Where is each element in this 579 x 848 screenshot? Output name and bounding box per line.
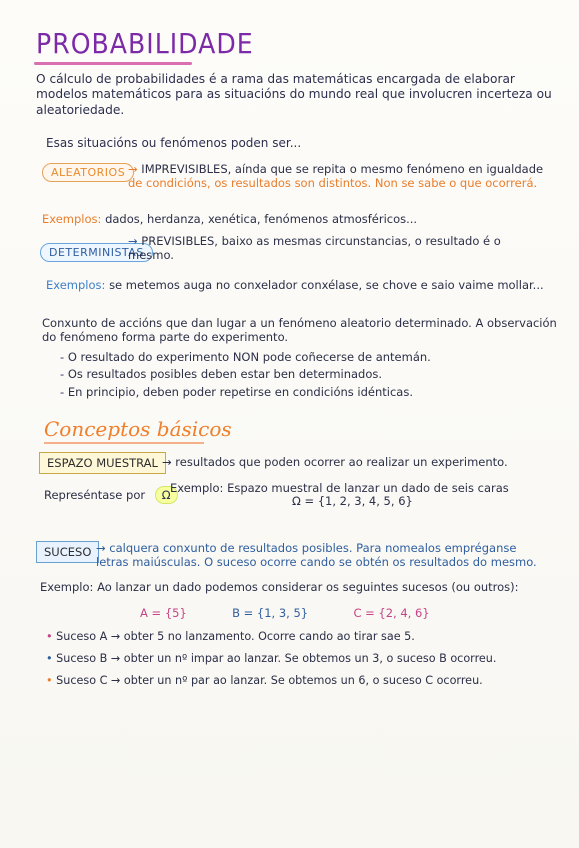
event-bullet-a-text: Suceso A → obter 5 no lanzamento. Ocorre cando ao tirar sae 5. — [56, 630, 415, 643]
event-example-text: Ao lanzar un dado podemos considerar os seguintes sucesos (ou outros): — [97, 580, 519, 594]
sample-space-represent-label: Represéntase por — [44, 488, 146, 502]
sample-space-description: → resultados que poden ocorrer ao realizar un experimento. — [162, 455, 508, 469]
page-title: PROBABILIDADE — [36, 27, 254, 60]
deterministas-examples-text: se metemos auga no conxelador conxélase, se chove e saio vaime mollar... — [109, 278, 544, 292]
aleatorios-arrow: → — [128, 162, 138, 176]
concepts-title: Conceptos básicos — [44, 417, 232, 441]
experiment-line2: do fenómeno forma parte do experimento. — [42, 330, 289, 345]
experiment-bullet-3: - En principio, deben poder repetirse en condicións idénticas. — [60, 384, 431, 401]
aleatorios-definition — [128, 162, 548, 191]
event-bullet-b: • Suceso B → obter un nº impar ao lanzar. Se obtemos un 3, o suceso B ocorreu. — [46, 652, 497, 665]
deterministas-definition — [128, 234, 548, 263]
experiment-bullet-2: - Os resultados posibles deben estar ben determinados. — [60, 366, 431, 383]
experiment-definition — [42, 316, 562, 345]
event-definition — [96, 541, 556, 570]
title-underline — [34, 62, 192, 65]
aleatorios-definition-part2: de condicións, os resultados son distintos. Non se sabe o que ocorrerá. — [128, 176, 538, 191]
aleatorios-examples-text: dados, herdanza, xenética, fenómenos atmosféricos... — [105, 212, 418, 226]
event-set-b: B = {1, 3, 5} — [232, 606, 309, 620]
experiment-bullet-1: - O resultado do experimento NON pode coñecerse de antemán. — [60, 349, 431, 366]
sample-space-tag: ESPAZO MUESTRAL — [39, 452, 166, 474]
intro-paragraph: O cálculo de probabilidades é a rama das matemáticas encargada de elaborar modelos matemáticos para as situacións do mundo real que involucren incerteza ou aleatoriedade. — [36, 72, 552, 117]
deterministas-examples — [46, 278, 544, 292]
experiment-bullets — [60, 349, 431, 401]
event-tag: SUCESO — [36, 541, 99, 563]
event-set-a: A = {5} — [140, 606, 187, 620]
sample-space-set: Ω = {1, 2, 3, 4, 5, 6} — [292, 494, 413, 508]
event-bullet-b-text: Suceso B → obter un nº impar ao lanzar. Se obtemos un 3, o suceso B ocorreu. — [56, 652, 497, 665]
aleatorios-examples — [42, 212, 417, 226]
event-line1: → calquera conxunto de resultados posibles. Para nomealos empréganse — [96, 541, 517, 555]
event-bullet-c-text: Suceso C → obter un nº par ao lanzar. Se obtemos un 6, o suceso C ocorreu. — [56, 674, 483, 687]
event-sets — [140, 606, 530, 620]
event-example-label: Exemplo: — [40, 580, 94, 594]
event-line2: letras maiúsculas. O suceso ocorre cando se obtén os resultados do mesmo. — [96, 555, 537, 570]
deterministas-examples-label: Exemplos: — [46, 278, 106, 292]
deterministas-arrow: → — [128, 234, 138, 248]
experiment-line1: Conxunto de accións que dan lugar a un fenómeno aleatorio determinado. A observación — [42, 316, 557, 330]
concepts-underline — [44, 442, 204, 444]
event-set-c: C = {2, 4, 6} — [353, 606, 430, 620]
aleatorios-definition-part1: IMPREVISIBLES, aínda que se repita o mesmo fenómeno en igualdade — [141, 162, 544, 176]
deterministas-tag: DETERMINISTAS — [40, 243, 153, 262]
sample-space-representation — [44, 486, 178, 504]
deterministas-definition-text: PREVISIBLES, baixo as mesmas circunstancias, o resultado é o mesmo. — [128, 234, 501, 263]
event-bullet-a: • Suceso A → obter 5 no lanzamento. Ocorre cando ao tirar sae 5. — [46, 630, 415, 643]
aleatorios-examples-label: Exemplos: — [42, 212, 102, 226]
sample-space-example-text: Espazo muestral de lanzar un dado de seis caras — [227, 481, 509, 495]
omega-symbol: Ω — [155, 486, 178, 504]
event-example — [40, 580, 560, 594]
aleatorios-tag: ALEATORIOS — [42, 163, 134, 182]
sample-space-example-label: Exemplo: — [170, 481, 224, 495]
lead-text: Esas situacións ou fenómenos poden ser... — [46, 136, 302, 150]
event-bullet-c: • Suceso C → obter un nº par ao lanzar. Se obtemos un 6, o suceso C ocorreu. — [46, 674, 483, 687]
